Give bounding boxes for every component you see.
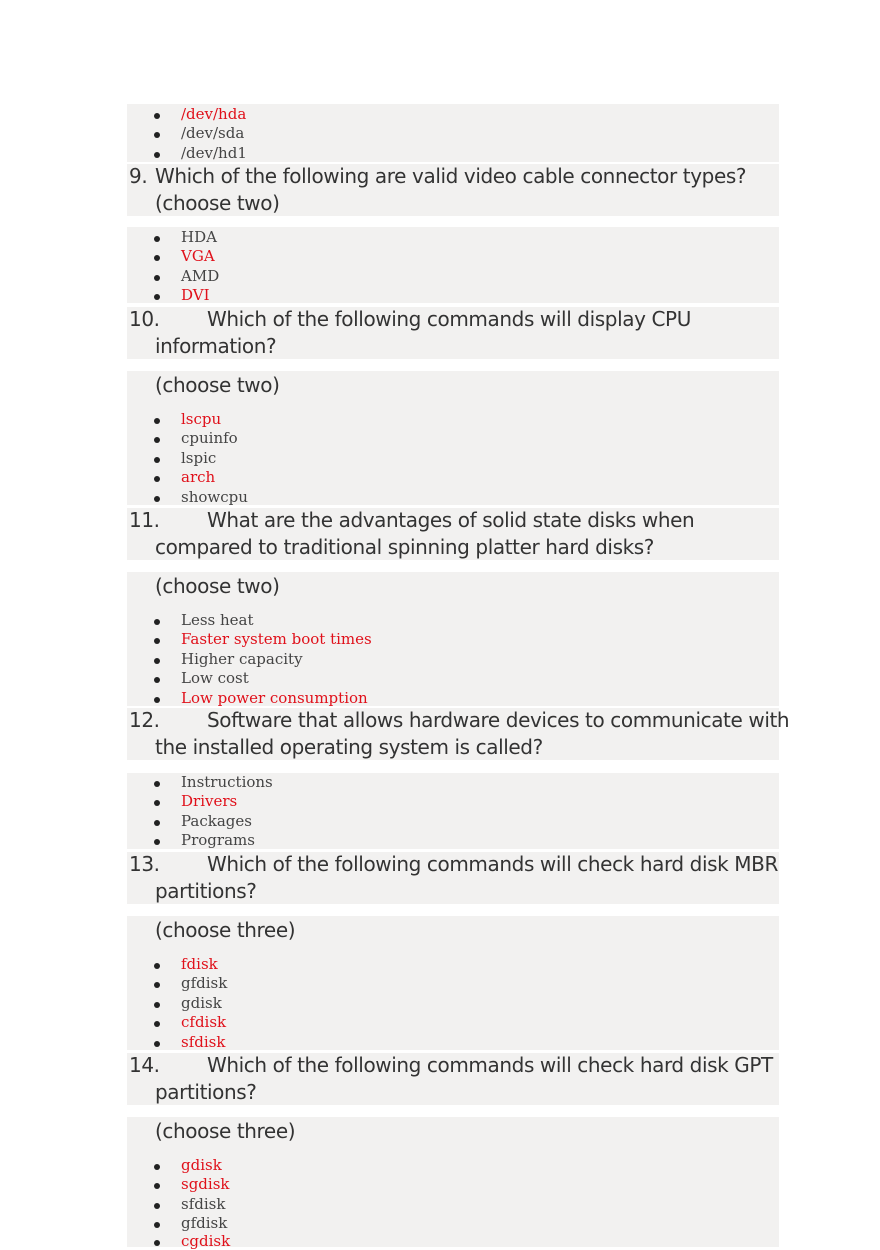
bullet	[154, 800, 160, 806]
question-text-line1: Which of the following commands will check hard disk MBR	[207, 852, 778, 876]
option: gdisk	[181, 994, 222, 1012]
question-text-line2: partitions?	[155, 1080, 257, 1104]
bullet	[154, 1041, 160, 1047]
bullet	[154, 496, 160, 502]
bullet	[154, 255, 160, 261]
option: Less heat	[181, 611, 254, 629]
question-number: 11.	[129, 508, 160, 532]
option-correct: Faster system boot times	[181, 630, 372, 648]
bullet	[154, 619, 160, 625]
options-block	[127, 227, 779, 303]
bullet	[154, 1240, 160, 1246]
option: HDA	[181, 228, 217, 246]
option-correct: Low power consumption	[181, 689, 368, 707]
option-correct: lscpu	[181, 410, 222, 428]
question-text-line2: the installed operating system is called?	[155, 735, 543, 759]
option: /dev/hd1	[181, 144, 247, 162]
option-correct: cfdisk	[181, 1013, 227, 1031]
question-10	[127, 307, 779, 359]
question-text-line2: (choose two)	[155, 191, 280, 215]
option: sfdisk	[181, 1195, 226, 1213]
option: lspic	[181, 449, 217, 467]
option: Instructions	[181, 773, 273, 791]
bullet	[154, 1164, 160, 1170]
question-text-line1: Software that allows hardware devices to communicate with	[207, 708, 790, 732]
bullet	[154, 820, 160, 826]
option: cpuinfo	[181, 429, 238, 447]
bullet	[154, 457, 160, 463]
question-text-line2: compared to traditional spinning platter hard disks?	[155, 535, 655, 559]
question-number: 12.	[129, 708, 160, 732]
bullet	[154, 418, 160, 424]
question-14	[127, 1053, 779, 1105]
option: showcpu	[181, 488, 248, 506]
option-correct: DVI	[181, 286, 210, 304]
bullet	[154, 1203, 160, 1209]
option: Packages	[181, 812, 252, 830]
bullet	[154, 1183, 160, 1189]
question-9	[127, 164, 779, 216]
option-correct: sfdisk	[181, 1033, 226, 1051]
bullet	[154, 1002, 160, 1008]
choose-instruction: (choose three)	[155, 918, 296, 942]
option: Programs	[181, 831, 255, 849]
choose-instruction: (choose two)	[155, 574, 280, 598]
option-correct: Drivers	[181, 792, 238, 810]
bullet	[154, 658, 160, 664]
bullet	[154, 152, 160, 158]
option-correct: /dev/hda	[181, 105, 247, 123]
option-correct: sgdisk	[181, 1175, 230, 1193]
option-correct: fdisk	[181, 955, 218, 973]
choose-instruction: (choose three)	[155, 1119, 296, 1143]
bullet	[154, 677, 160, 683]
bullet	[154, 437, 160, 443]
option: /dev/sda	[181, 124, 245, 142]
bullet	[154, 839, 160, 845]
bullet	[154, 113, 160, 119]
option: Higher capacity	[181, 650, 303, 668]
bullet	[154, 236, 160, 242]
question-number: 14.	[129, 1053, 160, 1077]
bullet	[154, 982, 160, 988]
option-correct: VGA	[181, 247, 215, 265]
bullet	[154, 275, 160, 281]
option-correct: cgdisk	[181, 1232, 231, 1250]
bullet	[154, 132, 160, 138]
question-number: 13.	[129, 852, 160, 876]
question-text-line2: partitions?	[155, 879, 257, 903]
choose-instruction: (choose two)	[155, 373, 280, 397]
question-12	[127, 708, 790, 760]
question-text-line1: Which of the following commands will display CPU	[207, 307, 691, 331]
question-number: 10.	[129, 307, 160, 331]
question-11	[127, 508, 779, 560]
bullet	[154, 476, 160, 482]
question-number: 9.	[129, 164, 148, 188]
option: gfdisk	[181, 1214, 228, 1232]
bullet	[154, 294, 160, 300]
option-correct: arch	[181, 468, 216, 486]
option: AMD	[181, 267, 220, 285]
question-text-line1: Which of the following are valid video cable connector types?	[155, 164, 747, 188]
question-13	[127, 852, 779, 904]
bullet	[154, 1222, 160, 1228]
option: gfdisk	[181, 974, 228, 992]
bullet	[154, 697, 160, 703]
option: Low cost	[181, 669, 249, 687]
option-correct: gdisk	[181, 1156, 222, 1174]
question-text-line2: information?	[155, 334, 277, 358]
bullet	[154, 1021, 160, 1027]
bullet	[154, 638, 160, 644]
question-text-line1: What are the advantages of solid state disks when	[207, 508, 695, 532]
bullet	[154, 963, 160, 969]
bullet	[154, 781, 160, 787]
question-text-line1: Which of the following commands will check hard disk GPT	[207, 1053, 773, 1077]
